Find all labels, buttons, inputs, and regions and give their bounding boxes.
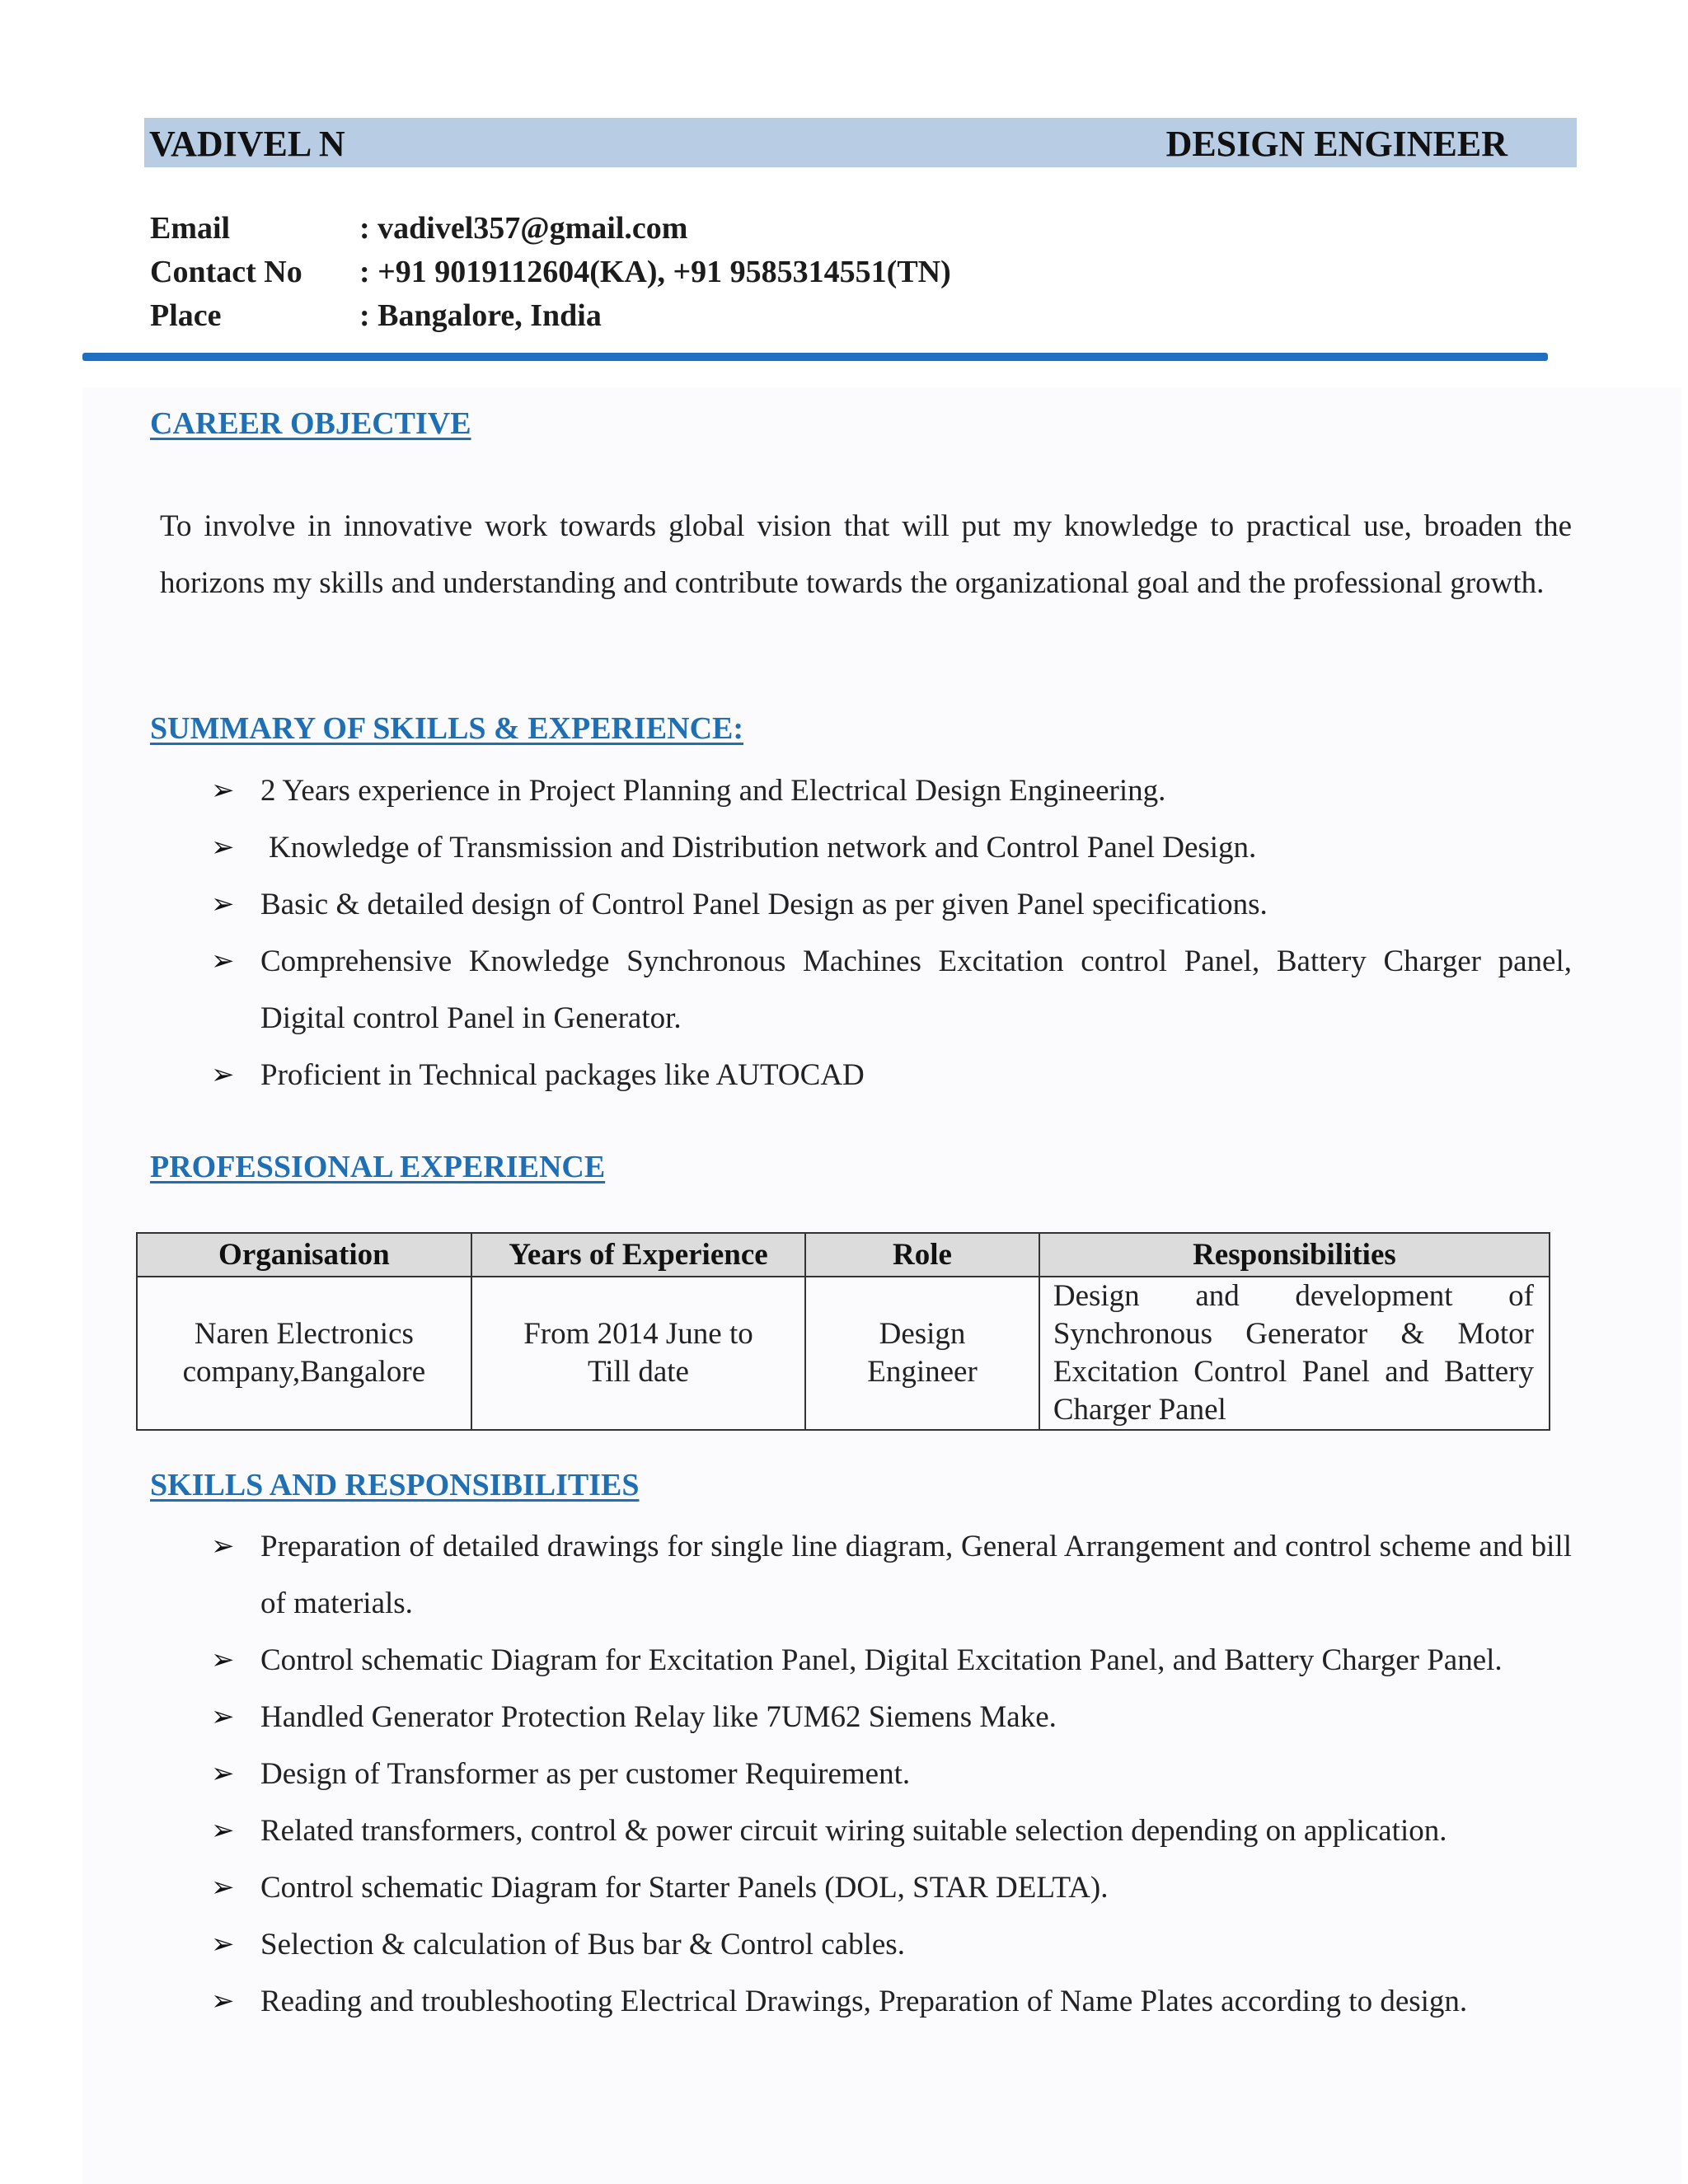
list-item — [150, 762, 1572, 819]
arrow-bullet-icon: ➢ — [211, 1645, 235, 1675]
list-item-text: 2 Years experience in Project Planning and Electrical Design Engineering. — [260, 774, 1166, 808]
summary-list — [150, 762, 1572, 1104]
list-item — [150, 1973, 1572, 2030]
list-item — [150, 1689, 1572, 1746]
header-bar — [144, 118, 1577, 167]
phone-value: : +91 9019112604(KA), +91 9585314551(TN) — [359, 255, 951, 289]
professional-experience-heading: PROFESSIONAL EXPERIENCE — [150, 1150, 606, 1184]
place-value: : Bangalore, India — [359, 298, 602, 333]
table-row — [137, 1277, 1550, 1430]
organisation-cell — [137, 1277, 471, 1430]
list-item — [150, 1916, 1572, 1973]
list-item — [150, 876, 1572, 933]
arrow-bullet-icon: ➢ — [211, 1929, 235, 1960]
column-header: Years of Experience — [471, 1233, 805, 1277]
organisation-line: company,Bangalore — [182, 1355, 426, 1389]
candidate-name: VADIVEL N — [149, 124, 345, 164]
list-item — [150, 1746, 1572, 1802]
list-item-text: Proficient in Technical packages like AUTOCAD — [260, 1058, 865, 1092]
list-item-text: Basic & detailed design of Control Panel Design as per given Panel specifications. — [260, 888, 1268, 921]
list-item — [150, 819, 1572, 876]
arrow-bullet-icon: ➢ — [211, 1872, 235, 1903]
arrow-bullet-icon: ➢ — [211, 832, 235, 863]
table-header-row — [137, 1233, 1550, 1277]
list-item — [150, 1802, 1572, 1859]
list-item-text: Control schematic Diagram for Excitation Panel, Digital Excitation Panel, and Battery Charger Panel. — [260, 1643, 1503, 1677]
contact-row-email — [150, 210, 951, 254]
arrow-bullet-icon: ➢ — [211, 1816, 235, 1846]
column-header: Responsibilities — [1039, 1233, 1550, 1277]
list-item-text: Related transformers, control & power circuit wiring suitable selection depending on application. — [260, 1814, 1447, 1848]
list-item — [150, 1047, 1572, 1104]
list-item — [150, 933, 1572, 1047]
list-item-text: Design of Transformer as per customer Requirement. — [260, 1757, 911, 1791]
organisation-line: Naren Electronics — [194, 1317, 414, 1351]
contact-row-phone — [150, 254, 951, 298]
role-cell — [805, 1277, 1039, 1430]
skills-list — [150, 1518, 1572, 2030]
list-item-text: Knowledge of Transmission and Distribution network and Control Panel Design. — [269, 831, 1257, 865]
list-item-text: Selection & calculation of Bus bar & Control cables. — [260, 1928, 905, 1961]
list-item — [150, 1632, 1572, 1689]
column-header: Role — [805, 1233, 1039, 1277]
experience-table — [136, 1232, 1550, 1431]
list-item-text: Reading and troubleshooting Electrical Drawings, Preparation of Name Plates according to design. — [260, 1985, 1468, 2018]
contact-row-place — [150, 298, 951, 341]
arrow-bullet-icon: ➢ — [211, 1702, 235, 1732]
list-item — [150, 1518, 1572, 1632]
contact-label: Place — [150, 298, 222, 333]
column-header: Organisation — [137, 1233, 471, 1277]
years-cell — [471, 1277, 805, 1430]
arrow-bullet-icon: ➢ — [211, 889, 235, 920]
role-line: Design — [879, 1317, 966, 1351]
job-title: DESIGN ENGINEER — [1165, 124, 1507, 164]
arrow-bullet-icon: ➢ — [211, 776, 235, 806]
skills-heading: SKILLS AND RESPONSIBILITIES — [150, 1468, 640, 1502]
arrow-bullet-icon: ➢ — [211, 1986, 235, 2017]
years-line: Till date — [587, 1355, 689, 1389]
years-line: From 2014 June to — [523, 1317, 753, 1351]
responsibilities-cell: Design and development of Synchronous Generator & Motor Excitation Control Panel and Battery Charger Panel — [1039, 1277, 1550, 1430]
list-item — [150, 1859, 1572, 1916]
arrow-bullet-icon: ➢ — [211, 946, 235, 977]
contact-block — [150, 210, 951, 341]
arrow-bullet-icon: ➢ — [211, 1060, 235, 1090]
contact-label: Email — [150, 211, 231, 246]
contact-label: Contact No — [150, 255, 302, 289]
summary-heading: SUMMARY OF SKILLS & EXPERIENCE: — [150, 711, 744, 746]
email-value: : vadivel357@gmail.com — [359, 211, 688, 246]
role-line: Engineer — [867, 1355, 978, 1389]
career-objective-heading: CAREER OBJECTIVE — [150, 406, 471, 441]
list-item-text: Control schematic Diagram for Starter Panels (DOL, STAR DELTA). — [260, 1871, 1109, 1905]
list-item-text: Handled Generator Protection Relay like 7UM62 Siemens Make. — [260, 1700, 1057, 1734]
arrow-bullet-icon: ➢ — [211, 1759, 235, 1789]
arrow-bullet-icon: ➢ — [211, 1531, 235, 1562]
list-item-text: Preparation of detailed drawings for single line diagram, General Arrangement and control scheme and bill of materials. — [260, 1530, 1572, 1620]
career-objective-text: To involve in innovative work towards global vision that will put my knowledge to practical use, broaden the horizons my skills and understanding and contribute towards the organizational goal and the professional growth. — [160, 509, 1572, 600]
list-item-text: Comprehensive Knowledge Synchronous Machines Excitation control Panel, Battery Charger panel, Digital control Panel in Generator. — [260, 944, 1572, 1035]
header-divider — [82, 353, 1548, 361]
